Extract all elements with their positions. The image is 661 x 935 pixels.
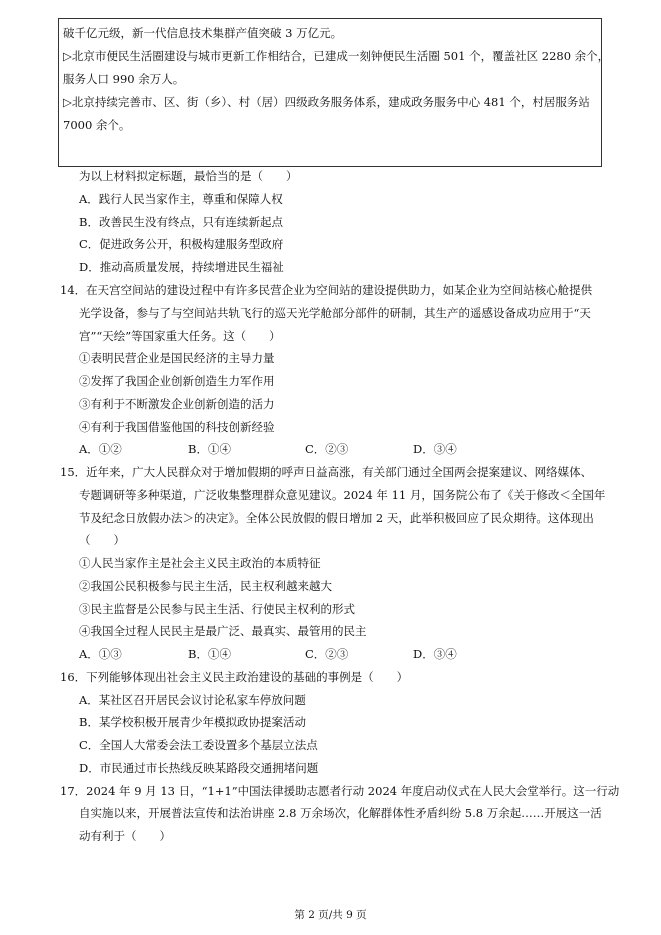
q15-item: ①人民当家作主是社会主义民主政治的本质特征 <box>79 556 321 570</box>
q14-line: 14．在天宫空间站的建设过程中有许多民营企业为空间站的建设提供助力，如某企业为空间站核心舱提供 <box>60 283 593 297</box>
material-line: ▷北京市便民生活圈建设与城市更新工作相结合，已建成一刻钟便民生活圈 501 个，覆盖社区 2280 余个， <box>63 49 610 63</box>
q14-item: ②发挥了我国企业创新创造生力军作用 <box>79 374 275 388</box>
q15-item: ④我国全过程人民民主是最广泛、最真实、最管用的民主 <box>79 624 367 638</box>
material-line: 服务人口 990 余万人。 <box>63 72 185 86</box>
q14-choice-d: D．③④ <box>413 442 457 456</box>
q16-option-c: C．全国人大常委会法工委设置多个基层立法点 <box>79 738 318 752</box>
q15-choice-b: B．①④ <box>188 647 231 661</box>
q17-line: 自实施以来，开展普法宣传和法治讲座 2.8 万余场次，化解群体性矛盾纠纷 5.8 万余起……开展这一活 <box>79 806 602 820</box>
q13-option-a: A．践行人民当家作主，尊重和保障人权 <box>79 192 283 206</box>
q15-item: ②我国公民积极参与民主生活，民主权利越来越大 <box>79 579 332 593</box>
q15-item: ③民主监督是公民参与民主生活、行使民主权利的形式 <box>79 602 355 616</box>
page-footer: 第 2 页/共 9 页 <box>294 909 367 921</box>
q15-line: 节及纪念日放假办法＞的决定》。全体公民放假的假日增加 2 天，此举积极回应了民众期待。这体现出 <box>79 511 594 525</box>
q13-option-d: D．推动高质量发展，持续增进民生福祉 <box>79 260 284 274</box>
q14-choice-a: A．①② <box>79 442 122 456</box>
q14-item: ①表明民营企业是国民经济的主导力量 <box>79 351 275 365</box>
material-line: 破千亿元级，新一代信息技术集群产值突破 3 万亿元。 <box>63 26 343 40</box>
q16-option-d: D．市民通过市长热线反映某路段交通拥堵问题 <box>79 761 319 775</box>
q15-choice-c: C．②③ <box>305 647 349 661</box>
q16-option-a: A．某社区召开居民会议讨论私家车停放问题 <box>79 693 306 707</box>
q16-option-b: B．某学校积极开展青少年模拟政协提案活动 <box>79 715 306 729</box>
q15-line: 15．近年来，广大人民群众对于增加假期的呼声日益高涨，有关部门通过全国两会提案建议、网络媒体、 <box>60 465 593 479</box>
q17-line: 17．2024 年 9 月 13 日，“1+1”中国法律援助志愿者行动 2024 年度启动仪式在人民大会堂举行。这一行动 <box>60 784 620 798</box>
q14-item: ③有利于不断激发企业创新创造的活力 <box>79 397 275 411</box>
material-line: ▷北京持续完善市、区、街（乡）、村（居）四级政务服务体系，建成政务服务中心 481 个，村居服务站 <box>63 95 590 109</box>
material-line: 7000 余个。 <box>63 118 131 132</box>
q13-option-b: B．改善民生没有终点，只有连续新起点 <box>79 215 283 229</box>
q13-stem: 为以上材料拟定标题，最恰当的是（ ） <box>79 169 298 183</box>
q16-stem: 16．下列能够体现出社会主义民主政治建设的基础的事例是（ ） <box>60 670 409 684</box>
q13-option-c: C．促进政务公开，积极构建服务型政府 <box>79 237 284 251</box>
q14-choice-b: B．①④ <box>188 442 231 456</box>
q17-line: 动有利于（ ） <box>79 829 171 843</box>
q14-line: 宫”“天绘”等国家重大任务。这（ ） <box>79 329 281 343</box>
q15-line: 专题调研等多种渠道，广泛收集整理群众意见建议。2024 年 11 月，国务院公布了《关于修改＜全国年 <box>79 488 606 502</box>
q15-choice-a: A．①③ <box>79 647 122 661</box>
material-box <box>58 18 610 167</box>
q14-choice-c: C．②③ <box>305 442 349 456</box>
q14-line: 光学设备，参与了与空间站共轨飞行的巡天光学舱部分部件的研制，其生产的遥感设备成功应用于“天 <box>79 306 591 320</box>
q14-item: ④有利于我国借鉴他国的科技创新经验 <box>79 420 275 434</box>
q15-choice-d: D．③④ <box>413 647 457 661</box>
q15-line: （ ） <box>79 533 125 547</box>
